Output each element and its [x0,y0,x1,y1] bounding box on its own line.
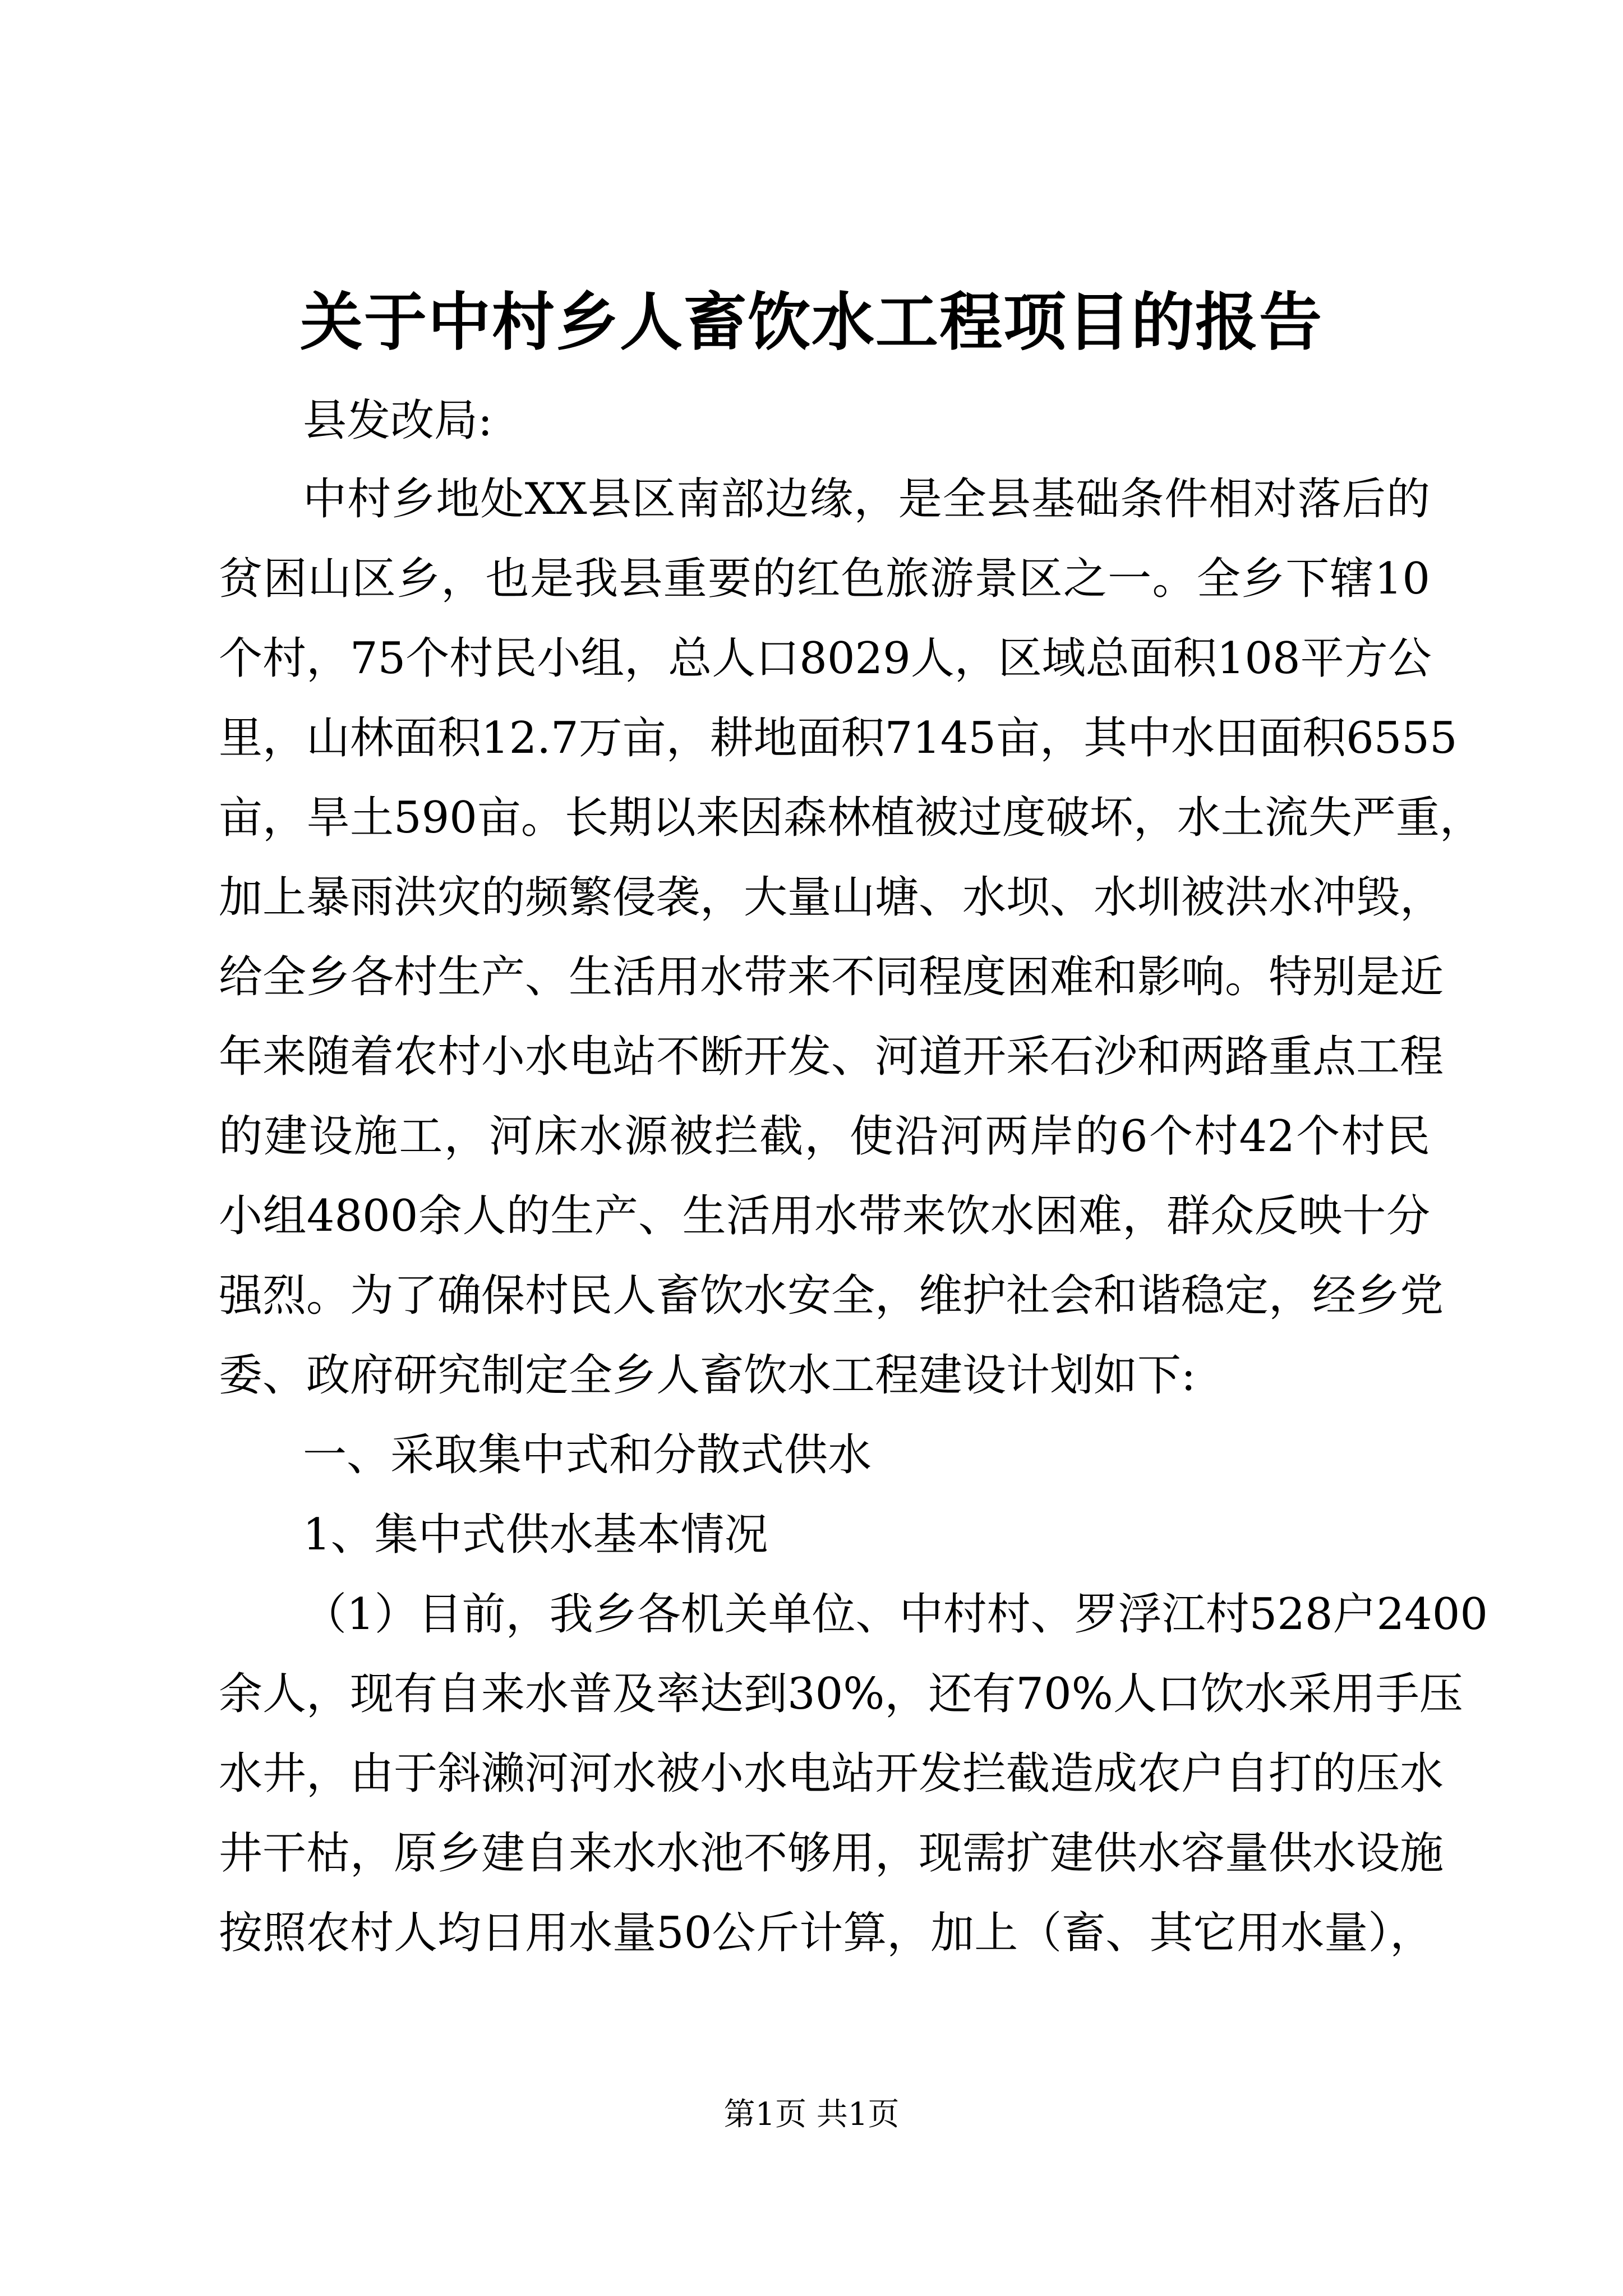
paragraph-line: 井干枯，原乡建自来水水池不够用，现需扩建供水容量供水设施 [219,1828,1444,1879]
section-heading: 一、采取集中式和分散式供水 [303,1430,872,1480]
paragraph-line: 强烈。为了确保村民人畜饮水安全，维护社会和谐稳定，经乡党 [219,1271,1444,1321]
paragraph-line: 亩，旱土590亩。长期以来因森林植被过度破坏，水土流失严重， [219,793,1483,843]
paragraph-line: （1）目前，我乡各机关单位、中村村、罗浮江村528户2400 [303,1589,1488,1640]
page-footer: 第1页 共1页 [723,2096,900,2133]
paragraph-line: 加上暴雨洪灾的频繁侵袭，大量山塘、水坝、水圳被洪水冲毁， [219,872,1444,923]
paragraph-line: 贫困山区乡，也是我县重要的红色旅游景区之一。全乡下辖10 [219,554,1430,604]
paragraph-line: 余人，现有自来水普及率达到30%，还有70%人口饮水采用手压 [219,1669,1463,1719]
paragraph-line: 委、政府研究制定全乡人畜饮水工程建设计划如下: [219,1350,1196,1401]
paragraph-line: 按照农村人均日用水量50公斤计算，加上（畜、其它用水量）， [219,1908,1434,1958]
subsection-heading: 1、集中式供水基本情况 [303,1510,768,1560]
paragraph-line: 的建设施工，河床水源被拦截，使沿河两岸的6个村42个村民 [219,1111,1430,1162]
paragraph-line: 给全乡各村生产、生活用水带来不同程度困难和影响。特别是近 [219,952,1444,1002]
paragraph-line: 中村乡地处XX县区南部边缘，是全县基础条件相对落后的 [303,474,1430,524]
paragraph-line: 年来随着农村小水电站不断开发、河道开采石沙和两路重点工程 [219,1032,1444,1082]
paragraph-line: 里，山林面积12.7万亩，耕地面积7145亩，其中水田面积6555 [219,713,1458,763]
paragraph-line: 小组4800余人的生产、生活用水带来饮水困难，群众反映十分 [219,1191,1430,1241]
salutation: 县发改局: [303,395,493,446]
paragraph-line: 水井，由于斜濑河河水被小水电站开发拦截造成农户自打的压水 [219,1749,1444,1799]
paragraph-line: 个村，75个村民小组，总人口8029人，区域总面积108平方公 [219,633,1432,684]
document-title: 关于中村乡人畜饮水工程项目的报告 [300,286,1323,359]
